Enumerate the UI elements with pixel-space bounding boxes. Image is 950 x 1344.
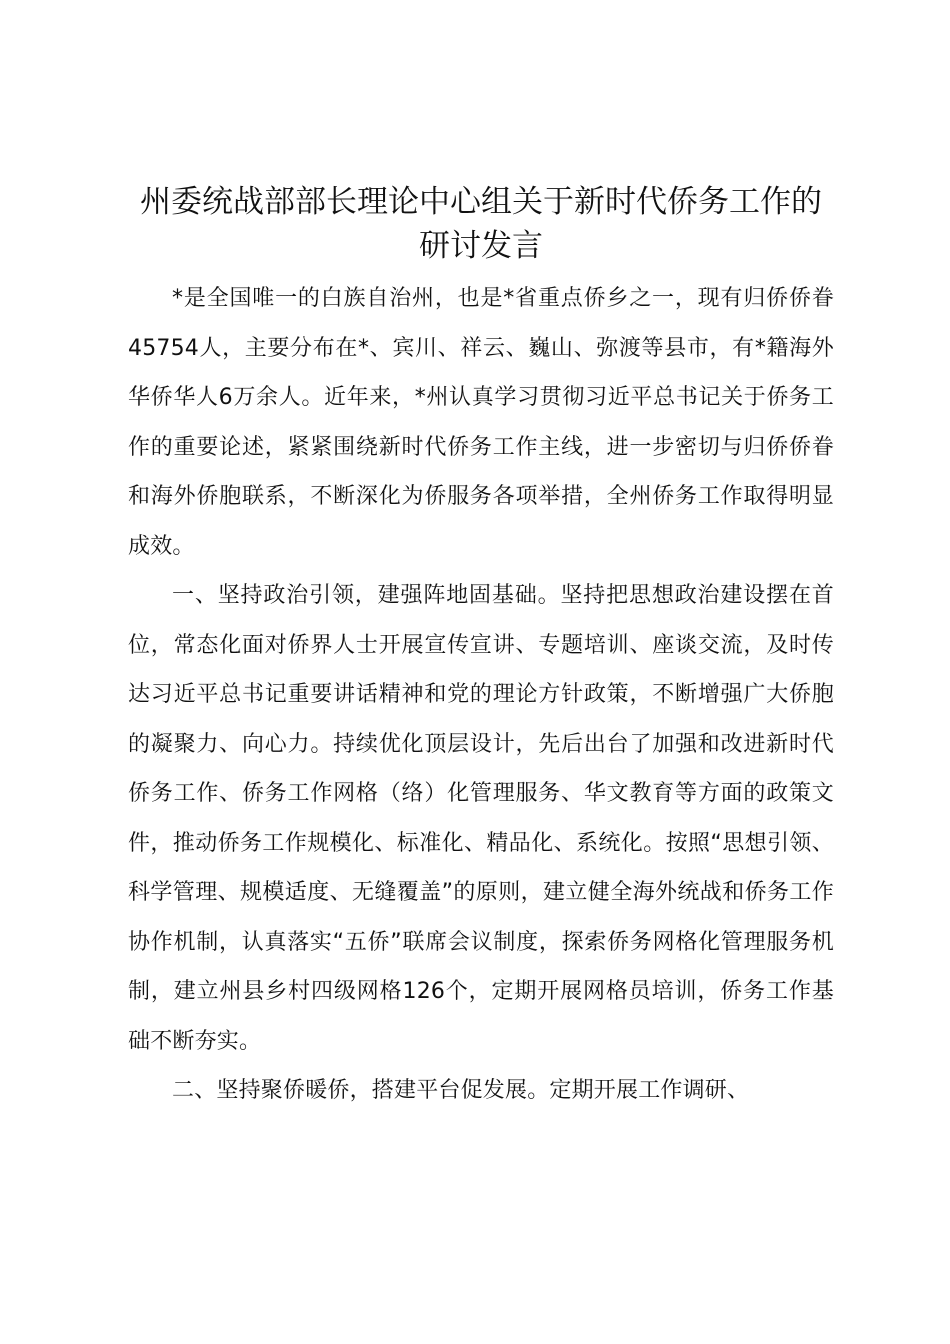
- document-title: 州委统战部部长理论中心组关于新时代侨务工作的研讨发言: [140, 184, 822, 264]
- paragraph-text: 坚持把思想政治建设摆在首位，常态化面对侨界人士开展宣传宣讲、专题培训、座谈交流，及时传达习近平总书记重要讲话精神和党的理论方针政策，不断增强广大侨胞的凝聚力、向心力。持续优化顶层设计，先后出台了加强和改进新时代侨务工作、侨务工作网格（络）化管理服务、华文教育等方面的政策文件，推动侨务工作规模化、标准化、精品化、系统化。按照“思想引领、科学管理、规模适度、无缝覆盖”的原则，建立健全海外统战和侨务工作协作机制，认真落实“五侨”联席会议制度，探索侨务网格化管理服务机制，建立州县乡村四级网格126个，定期开展网格员培训，侨务工作基础不断夯实。: [128, 583, 834, 1054]
- paragraph-section-1: [128, 571, 834, 1066]
- section-heading: 一、坚持政治引领，建强阵地固基础。: [172, 583, 561, 608]
- section-heading: 二、坚持聚侨暖侨，搭建平台促发展。: [172, 1078, 550, 1103]
- paragraph-intro: [128, 274, 834, 571]
- paragraph-text: 定期开展工作调研、: [549, 1078, 750, 1103]
- document-page: [128, 180, 834, 1116]
- paragraph-section-2: [128, 1066, 834, 1116]
- paragraph-text: *是全国唯一的白族自治州，也是*省重点侨乡之一，现有归侨侨眷45754人，主要分布在*、宾川、祥云、巍山、弥渡等县市，有*籍海外华侨华人6万余人。近年来，*州认真学习贯彻习近平总书记关于侨务工作的重要论述，紧紧围绕新时代侨务工作主线，进一步密切与归侨侨眷和海外侨胞联系，不断深化为侨服务各项举措，全州侨务工作取得明显成效。: [128, 286, 834, 559]
